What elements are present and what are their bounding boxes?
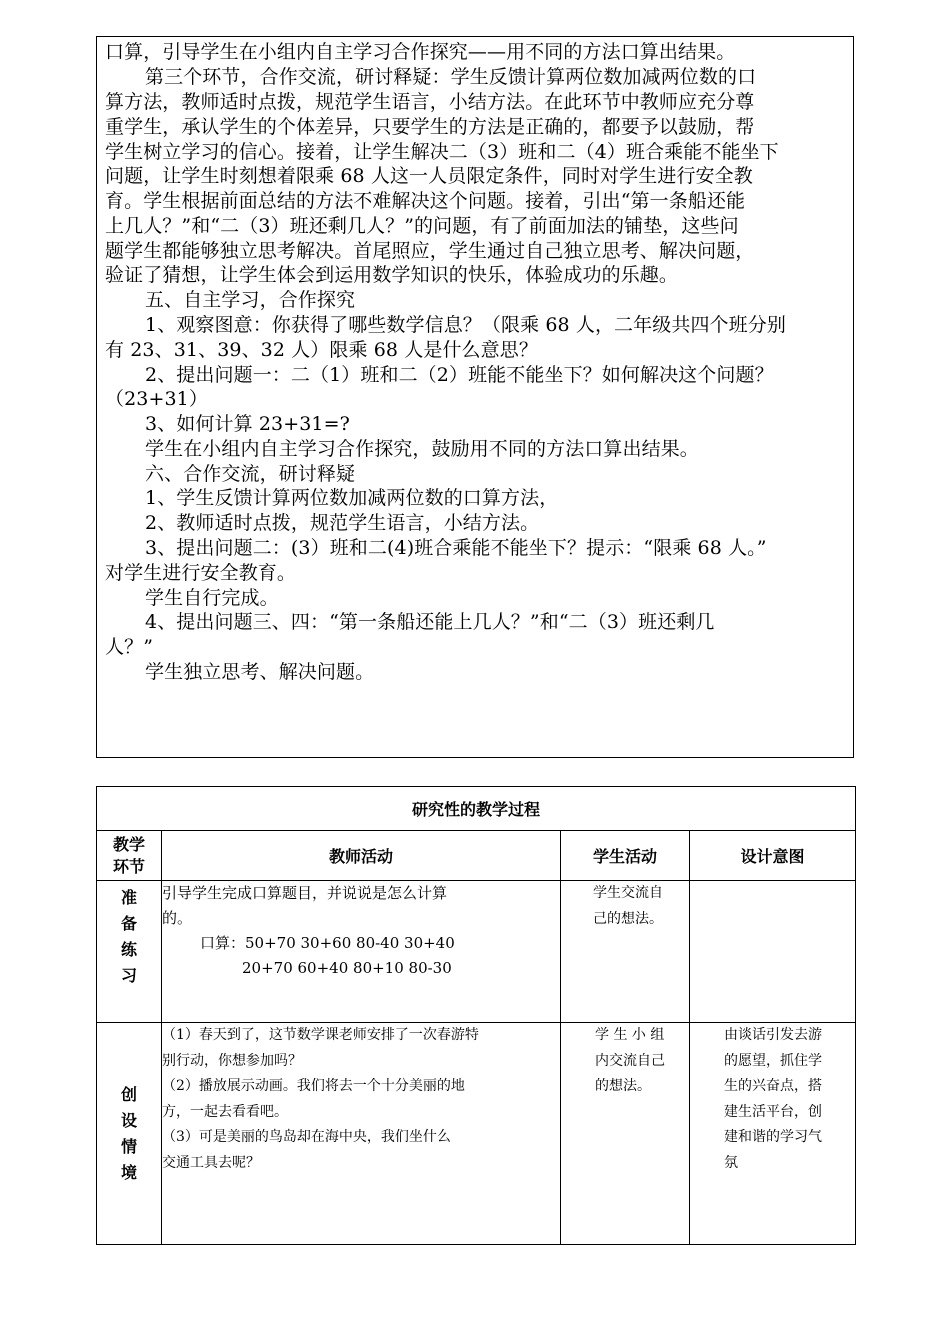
narrative-line: 题学生都能够独立思考解决。首尾照应，学生通过自己独立思考、解决问题， [105, 240, 755, 262]
narrative-line: （23+31） [105, 388, 208, 410]
narrative-line: 3、如何计算 23+31=? [145, 413, 350, 435]
narrative-line: 1、观察图意：你获得了哪些数学信息？（限乘 68 人，二年级共四个班分别 [145, 314, 786, 336]
section-heading: 五、自主学习，合作探究 [145, 289, 356, 311]
teacher-activity-cell [162, 881, 561, 1023]
design-intent-cell [690, 1023, 856, 1245]
narrative-line: 重学生，承认学生的个体差异，只要学生的方法是正确的，都要予以鼓励，帮 [105, 116, 755, 138]
narrative-line: 学生自行完成。 [145, 587, 279, 609]
cell-line: 交通工具去呢？ [162, 1154, 260, 1171]
cell-line: 学生交流自 [593, 885, 663, 901]
header-stage-line2: 环节 [112, 856, 145, 876]
narrative-line: 口算，引导学生在小组内自主学习合作探究——用不同的方法口算出结果。 [105, 41, 736, 63]
header-student: 学生活动 [561, 831, 690, 881]
narrative-line: 上几人？”和“二（3）班还剩几人？”的问题，有了前面加法的铺垫，这些问 [105, 215, 739, 237]
narrative-line: 学生树立学习的信心。接着，让学生解决二（3）班和二（4）班合乘能不能坐下 [105, 141, 779, 163]
student-activity-cell [561, 1023, 690, 1245]
header-intent: 设计意图 [690, 831, 856, 881]
stage-cell [97, 881, 162, 1023]
cell-line: 别行动，你想参加吗？ [162, 1052, 302, 1069]
header-teacher: 教师活动 [162, 831, 561, 881]
table-title: 研究性的教学过程 [97, 787, 856, 831]
cell-line: 内交流自己 [595, 1052, 665, 1069]
cell-line: 的愿望，抓住学 [724, 1052, 822, 1069]
cell-line: 生的兴奋点，搭 [724, 1078, 822, 1094]
narrative-line: 问题，让学生时刻想着限乘 68 人这一人员限定条件，同时对学生进行安全教 [105, 165, 753, 187]
header-stage-line1: 教学 [112, 834, 145, 854]
table-row [97, 881, 856, 1023]
stage-char: 练 [120, 940, 137, 959]
narrative-line: 有 23、31、39、32 人）限乘 68 人是什么意思？ [105, 339, 538, 361]
cell-line: 建生活平台，创 [724, 1103, 822, 1120]
narrative-line: 2、提出问题一：二（1）班和二（2）班能不能坐下？如何解决这个问题？ [145, 364, 774, 386]
cell-line: （1）春天到了，这节数学课老师安排了一次春游特 [162, 1027, 479, 1043]
cell-line: 方，一起去看看吧。 [162, 1103, 288, 1120]
cell-line: （3）可是美丽的鸟岛却在海中央，我们坐什么 [162, 1129, 451, 1145]
narrative-line: 算方法，教师适时点拨，规范学生语言，小结方法。在此环节中教师应充分尊 [105, 91, 755, 113]
stage-char: 备 [120, 914, 137, 933]
student-activity-cell [561, 881, 690, 1023]
narrative-line: 育。学生根据前面总结的方法不难解决这个问题。接着，引出“第一条船还能 [105, 190, 746, 212]
cell-line: 引导学生完成口算题目，并说说是怎么计算 [162, 884, 448, 902]
cell-line: 建和谐的学习气 [724, 1129, 822, 1145]
table-row [97, 1023, 856, 1245]
teacher-activity-cell [162, 1023, 561, 1245]
cell-line: 口算：50+70 30+60 80-40 30+40 [200, 934, 455, 952]
narrative-line: 学生独立思考、解决问题。 [145, 661, 375, 683]
narrative-box [96, 36, 854, 758]
cell-line: 由谈话引发去游 [724, 1027, 822, 1043]
stage-char: 创 [120, 1084, 137, 1104]
cell-line: 己的想法。 [593, 910, 663, 927]
stage-char: 准 [120, 888, 137, 907]
narrative-line: 2、教师适时点拨，规范学生语言，小结方法。 [145, 512, 540, 534]
section-heading: 六、合作交流，研讨释疑 [145, 463, 356, 485]
cell-line: 氛 [724, 1154, 738, 1171]
narrative-line: 1、学生反馈计算两位数加减两位数的口算方法， [145, 487, 559, 509]
header-stage [97, 831, 162, 881]
design-intent-cell [690, 881, 856, 1023]
stage-char: 设 [120, 1110, 137, 1130]
narrative-line: 人？” [105, 636, 154, 658]
stage-char: 情 [120, 1136, 137, 1156]
teaching-process-table [96, 786, 856, 1245]
narrative-line: 第三个环节，合作交流，研讨释疑：学生反馈计算两位数加减两位数的口 [145, 66, 757, 88]
stage-cell [97, 1023, 162, 1245]
cell-line: 20+70 60+40 80+10 80-30 [242, 959, 452, 977]
narrative-line: 4、提出问题三、四：“第一条船还能上几人？”和“二（3）班还剩几 [145, 611, 715, 633]
cell-line: 学 生 小 组 [595, 1027, 665, 1043]
cell-line: 的想法。 [595, 1078, 651, 1094]
narrative-line: 学生在小组内自主学习合作探究，鼓励用不同的方法口算出结果。 [145, 438, 699, 460]
cell-line: 的。 [162, 909, 193, 927]
narrative-line: 验证了猜想，让学生体会到运用数学知识的快乐，体验成功的乐趣。 [105, 264, 679, 286]
narrative-line: 对学生进行安全教育。 [105, 562, 297, 584]
stage-char: 习 [120, 966, 137, 985]
cell-line: （2）播放展示动画。我们将去一个十分美丽的地 [162, 1078, 465, 1094]
stage-char: 境 [120, 1162, 137, 1182]
narrative-line: 3、提出问题二：(3）班和二(4)班合乘能不能坐下？提示：“限乘 68 人。” [145, 537, 767, 559]
